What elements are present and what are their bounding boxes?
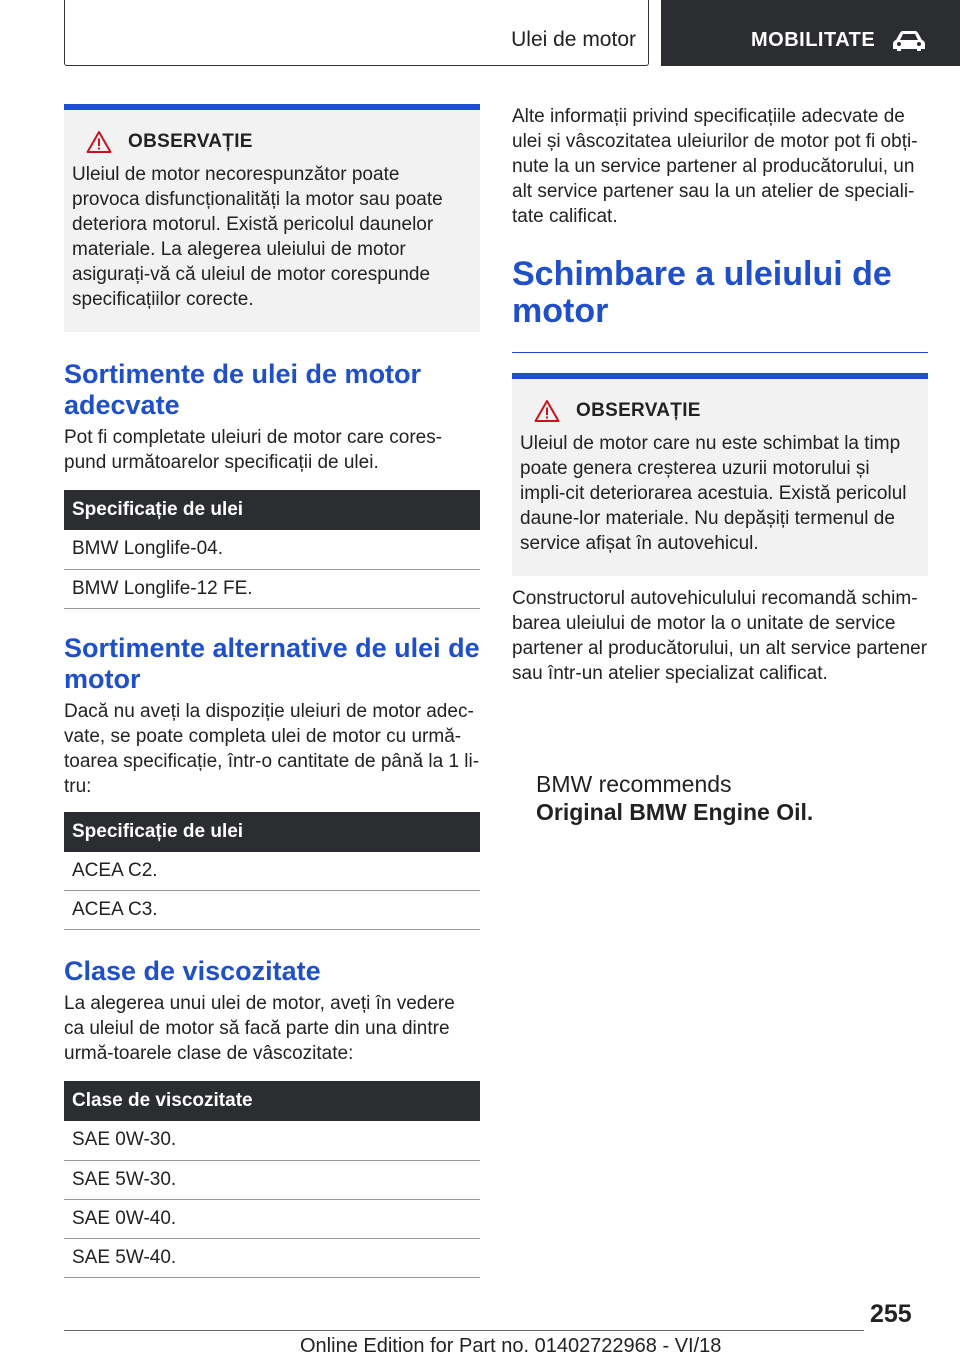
table-row [64,852,480,891]
section-title: Ulei de motor [511,28,636,51]
note-title: OBSERVAȚIE [128,131,253,152]
table-alt-oil-spec [64,812,480,931]
header-chapter-tab [661,0,960,66]
table-viscosity [64,1081,480,1278]
paragraph-suitable-oils: Pot fi completate uleiuri de motor care cores-pund următoarelor specificații de ulei. [64,427,443,473]
table-cell: SAE 0W-30. [64,1121,480,1160]
table-row [64,569,480,608]
note-box-oil-spec [64,104,480,332]
table-row [64,1160,480,1199]
table-cell: SAE 0W-40. [64,1199,480,1238]
car-icon [892,30,926,52]
paragraph-viscosity: La alegerea unui ulei de motor, aveți în vedere ca uleiul de motor să facă parte din una dintre urmă-toarele clase de vâscozitate: [64,993,455,1064]
table-row [64,530,480,569]
table-header: Specificație de ulei [64,812,480,852]
header-section-tab [64,0,649,66]
heading-alternative-oils: Sortimente alternative de ulei de motor [64,632,480,694]
table-cell: SAE 5W-30. [64,1160,480,1199]
warning-triangle-icon [534,399,560,423]
table-header: Clase de viscozitate [64,1081,480,1121]
paragraph-alternative-oils: Dacă nu aveți la dispoziție uleiuri de motor adec-vate, se poate completa ulei de motor cu urmă-toarea specificație, într-o cantitate de până la 1 li-tru: [64,700,480,797]
warning-triangle-icon [86,130,112,154]
heading-viscosity-classes: Clase de viscozitate [64,956,321,986]
note-text: Uleiul de motor care nu este schimbat la timp poate genera creșterea uzurii motorului și impli-cit deteriorarea acestuia. Există pericolul daune-lor materiale. Nu depășiți termenul de service afișat în autovehicul. [520,433,907,554]
table-row [64,1238,480,1277]
footer-rule [64,1330,864,1331]
table-cell: BMW Longlife-04. [64,530,480,569]
chapter-title: MOBILITATE [751,29,876,51]
paragraph-manufacturer-recommends: Constructorul autovehiculului recomandă schim-barea uleiului de motor la o unitate de service partener al producătorului, un alt service partener sau într-un atelier specializat calificat. [512,588,928,684]
table-cell: BMW Longlife-12 FE. [64,569,480,608]
note-title: OBSERVAȚIE [576,400,701,421]
table-cell: ACEA C2. [64,852,480,891]
note-title-row [520,397,920,425]
heading-oil-change: Schimbare a uleiului de motor [512,255,892,330]
table-row [64,891,480,930]
note-title-row [72,128,472,156]
paragraph-more-info: Alte informații privind specificațiile adecvate de ulei și vâscozitatea uleiurilor de motor pot fi obți-nute la un service partener al producătorului, un alt service partener sau la un atelier de speciali-tate calificat. [512,106,918,227]
right-column [512,104,928,686]
note-text: Uleiul de motor necorespunzător poate provoca disfuncționalități la motor sau poate deteriora motorul. Există pericolul daunelor materiale. La alegerea uleiului de motor asigurați-vă că uleiul de motor corespunde specificațiilor corecte. [72,164,443,310]
heading-rule [512,352,928,353]
bmw-engine-oil-line: Original BMW Engine Oil. [536,799,814,825]
left-column [64,104,480,1278]
table-header: Specificație de ulei [64,490,480,530]
heading-suitable-oils: Sortimente de ulei de motor adecvate [64,359,422,420]
note-box-oil-change [512,373,928,576]
table-row [64,1121,480,1160]
table-oil-spec [64,490,480,609]
footer-edition: Online Edition for Part no. 01402722968 - VI/18 [300,1335,722,1357]
bmw-recommends-banner [536,770,813,826]
page-number: 255 [870,1300,912,1328]
table-row [64,1199,480,1238]
bmw-recommends-line: BMW recommends [536,771,732,797]
table-cell: SAE 5W-40. [64,1238,480,1277]
table-cell: ACEA C3. [64,891,480,930]
